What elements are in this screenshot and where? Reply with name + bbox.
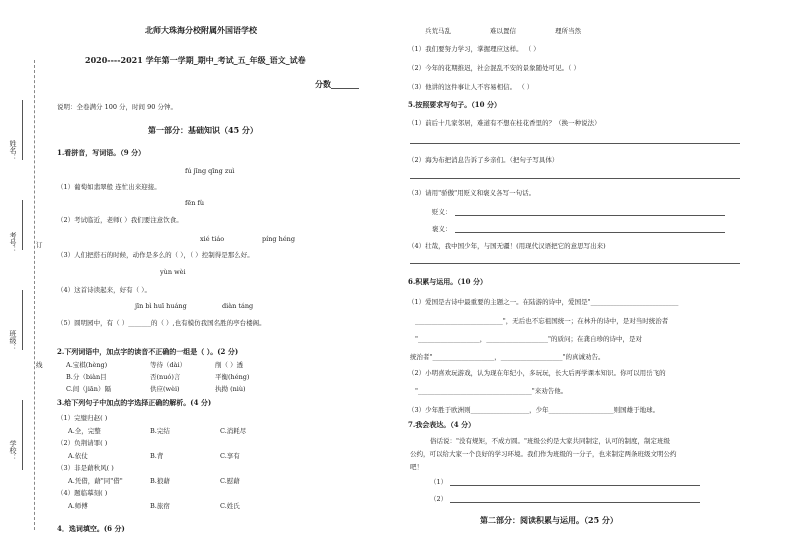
q1-title: 1.看拼音，写词语。（9 分）	[57, 148, 146, 157]
name-line	[22, 100, 23, 160]
q1-item-1: （1）葡萄如翡翠般 连忙出来迎接。	[57, 183, 161, 191]
cut-mark-2: 线	[36, 361, 43, 369]
q1-item-5: （5）圆明园中，有（ ）_______的（ ）,也有模仿我国名胜的亭台楼阁。	[57, 319, 266, 327]
q7-title: 7.我会表达。（4 分）	[408, 420, 476, 429]
q3-item-3: （3）非是藉秋风( )	[57, 464, 114, 472]
q1-pinyin-3b: píng héng	[262, 235, 296, 243]
q6-item-1-line3: "___________________，___________________"的质问；在龚自珍的诗中，是对	[415, 335, 642, 343]
part2-title: 第二部分：阅读积累与运用。（25 分）	[480, 515, 618, 525]
q5-item-3: （3）请用"骄傲"用贬义和褒义各写一句话。	[408, 189, 536, 197]
q3-item-2-a: A.依仗	[68, 452, 88, 460]
q6-item-1-line4: 统治者"___________________，___________________"的真诚劝告。	[410, 353, 605, 361]
answer-line	[410, 178, 740, 179]
answer-line	[410, 143, 740, 144]
q3-item-1: （1）完璧归赵( )	[57, 414, 108, 422]
word-3: 理所当然	[555, 27, 581, 35]
q2-option-a3: 削（ ）透	[215, 361, 244, 369]
q3-item-4-c: C.姓氏	[220, 502, 240, 510]
part1-title: 第一部分：基础知识（45 分）	[148, 125, 258, 135]
class-label: 班级：	[9, 330, 17, 351]
q6-item-2: （2）小明喜欢玩游戏，认为现在年纪小，多玩玩，长大后再学课本知识。你可以用岳飞的	[408, 369, 666, 377]
q6-title: 6.积累与运用。（10 分）	[408, 277, 487, 286]
q3-item-4-a: A.师傅	[68, 502, 88, 510]
school-title: 北师大珠海分校附属外国语学校	[145, 25, 257, 35]
q2-option-a1: A.宝棋(hèng)	[66, 361, 108, 369]
name-label: 姓名：	[9, 140, 17, 161]
q7-answer-2-label: （2）	[430, 495, 448, 503]
q6-item-1: （1）爱国是古诗中最重要的主题之一。在陆游的诗中，爱国是"___________________________	[408, 298, 679, 306]
answer-line	[455, 232, 725, 233]
q3-item-1-b: B.完结	[150, 427, 170, 435]
q2-option-b1: B.分（biàn目	[66, 373, 107, 381]
q3-item-2-b: B.背	[150, 452, 164, 460]
word-item-2: （2）今年的花期推迟，社会混乱不安的景象随处可见。（ ）	[408, 64, 580, 72]
q3-item-4-b: B.旅宿	[150, 502, 170, 510]
q3-item-4: （4）题临摹刻( )	[57, 489, 108, 497]
q3-item-1-a: A.全，完整	[68, 427, 101, 435]
q6-item-2-line2: "___________________________________"来劝告他。	[415, 387, 568, 395]
q1-item-2: （2）考试临近，老师( ）我们要注意饮食。	[57, 216, 183, 224]
q5-item-3-commendatory: 褒义：	[432, 225, 452, 233]
q2-option-b3: 平衡(héng)	[215, 373, 250, 381]
q5-item-4: （4）壮哉，我中国少年，与国无疆！(用现代汉语把它的意思写出来)	[408, 242, 606, 250]
score-label: 分数_______	[315, 79, 359, 89]
q1-item-4: （4）这首诗读起来，好有（ ）。	[57, 286, 151, 294]
number-line	[22, 200, 23, 250]
q7-text-1: 俗话说："没有规矩，不成方圆。"班级公约是大家共同制定，认可的制度，制定班级	[430, 437, 670, 445]
q1-pinyin-3a: xié tiáo	[200, 235, 225, 243]
q3-item-2: （2）负荆请罪( )	[57, 439, 108, 447]
q3-item-2-c: C.享有	[220, 452, 240, 460]
q6-item-3: （3）少年胜于欧洲则__________________，少年____________________则国雄于地球。	[408, 406, 660, 414]
answer-line	[455, 215, 725, 216]
q1-item-3: （3）人们把搭石的时候，动作是多么的（ ），（ ）控制得是那么好。	[57, 251, 254, 259]
q3-item-1-c: C.消耗尽	[220, 427, 247, 435]
q5-item-3-derogatory: 贬义：	[432, 208, 452, 216]
school-label: 学校：	[9, 440, 17, 461]
q3-item-3-b: B.狼藉	[150, 477, 170, 485]
q7-text-3: 吧！	[410, 463, 423, 471]
q3-item-3-a: A.凭借，藉"同"借"	[68, 477, 123, 485]
q3-title: 3.给下列句子中加点的字选择正确的解析。(4 分)	[57, 398, 212, 407]
q2-option-a2: 等待（dài）	[150, 361, 187, 369]
q7-text-2: 公约，可以给大家一个良好的学习环境。我们作为班级的一分子，也来制定两条班级文明公约	[410, 450, 677, 458]
q1-pinyin-5a: jīn bì huī huáng	[135, 302, 187, 310]
answer-line	[450, 502, 700, 503]
q5-title: 5.按照要求写句子。（10 分）	[408, 100, 501, 109]
cut-mark-1: 订	[36, 241, 43, 249]
q3-item-3-c: C.慰藉	[220, 477, 240, 485]
q2-option-b2: 否(nuó)言	[150, 373, 181, 381]
word-item-3: （3）他讲的这件事让人不容易相信。 （ ）	[408, 83, 534, 91]
q1-pinyin-5b: diàn táng	[222, 302, 254, 310]
q4-title: 4．选词填空。(6 分)	[57, 524, 125, 533]
q2-title: 2.下列词语中，加点字的读音不正确的一组是（ ）。(2 分)	[57, 347, 239, 356]
class-line	[22, 290, 23, 350]
q7-answer-1-label: （1）	[430, 478, 448, 486]
word-2: 难以置信	[490, 27, 516, 35]
q2-option-c2: 供应(wèi)	[150, 385, 180, 393]
q2-option-c3: 执拗 (niù)	[215, 385, 246, 393]
exam-notice: 说明：全卷满分 100 分，时间 90 分钟。	[57, 103, 177, 111]
q1-pinyin-2: fēn fù	[185, 199, 205, 207]
answer-line	[450, 485, 700, 486]
q5-item-2: （2）海为布把消息告诉了乡亲们。（把句子写具体）	[408, 156, 559, 164]
word-1: 兵荒马乱	[425, 27, 451, 35]
q5-item-1: （1）前后十几家邻居，难道有不想在桂花香里的？（换一种说法）	[408, 119, 601, 127]
q1-pinyin-4: yùn wèi	[160, 268, 186, 276]
binding-fold-line	[34, 60, 35, 530]
answer-line	[410, 263, 740, 264]
school-line	[22, 400, 23, 470]
q2-option-c1: C.间（jiān）隔	[66, 385, 111, 393]
number-label: 考号：	[9, 232, 17, 253]
q6-item-1-line2: ___________________________"，无后也不忘祖国统一；在林升的诗中，是对当时统治者	[415, 317, 669, 325]
exam-title: 2020----2021 学年第一学期_期中_考试_五_年级_语文_试卷	[85, 55, 306, 65]
word-item-1: （1）我们要努力学习，掌握理应这样。 （ ）	[408, 45, 540, 53]
q1-pinyin-1: fú jīng qīng zuì	[185, 167, 235, 175]
